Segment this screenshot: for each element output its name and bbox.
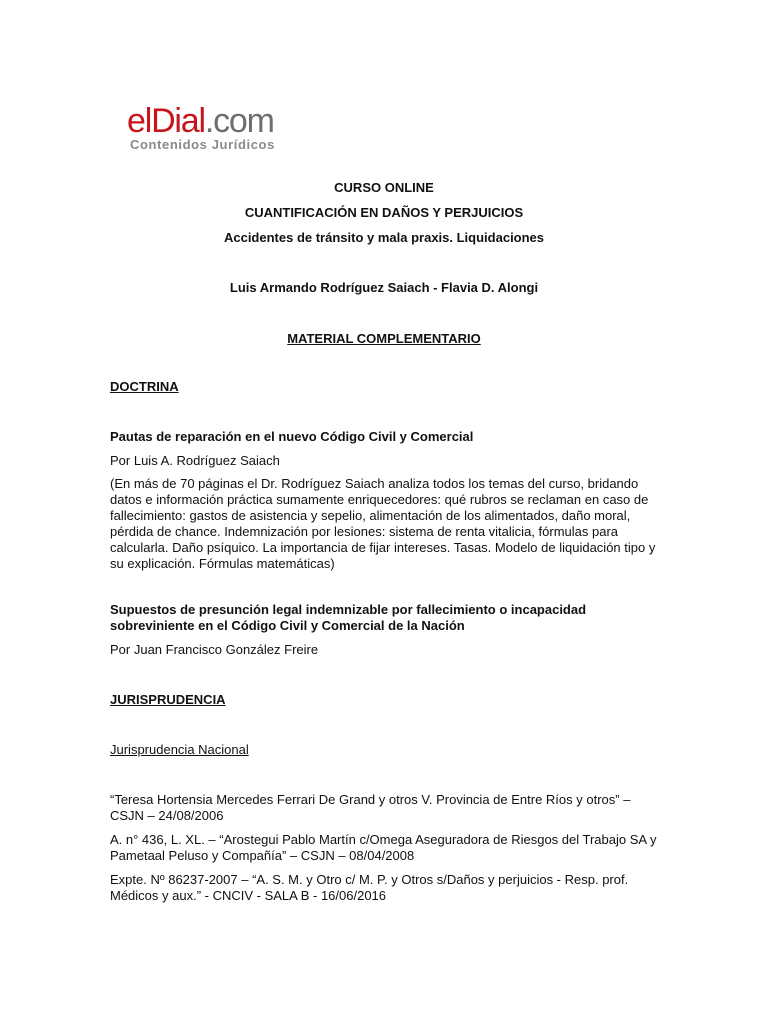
eldial-logo <box>127 103 275 152</box>
course-title: CUANTIFICACIÓN EN DAÑOS Y PERJUICIOS <box>244 205 524 220</box>
doctrina-item-2-author: Por Juan Francisco González Freire <box>110 642 319 657</box>
doctrina-heading: DOCTRINA <box>110 379 179 394</box>
logo-wordmark: elDial.com <box>127 102 274 140</box>
jurisprudencia-heading: JURISPRUDENCIA <box>110 692 226 707</box>
doctrina-item-1-title: Pautas de reparación en el nuevo Código Civil y Comercial <box>110 429 474 444</box>
doctrina-item-1-description: (En más de 70 páginas el Dr. Rodríguez Saiach analiza todos los temas del curso, bridando datos e información práctica sumamente enriquecedores: qué rubros se reclaman en caso de fallecimiento: gastos de asistencia y sepelio, alimentación de los alimentados, daño moral, pérdida de chance. Indemnización por lesiones: sistema de renta vitalicia, fórmulas para calcularla. Daño psíquico. La importancia de fijar intereses. Tasas. Modelo de liquidación tipo y su explicación. Fórmulas matemáticas) <box>110 476 656 571</box>
doctrina-item-2-title: Supuestos de presunción legal indemnizable por fallecimiento o incapacidad sobreviniente en el Código Civil y Comercial de la Nación <box>110 602 587 633</box>
case-item: A. n° 436, L. XL. – “Arostegui Pablo Martín c/Omega Aseguradora de Riesgos del Trabajo SA y Pametaal Peluso y Compañía” – CSJN – 08/04/2008 <box>110 832 657 863</box>
case-item: “Teresa Hortensia Mercedes Ferrari De Grand y otros V. Provincia de Entre Ríos y otros” – CSJN – 24/08/2006 <box>110 792 631 823</box>
material-heading: MATERIAL COMPLEMENTARIO <box>287 331 481 346</box>
logo-tagline: Contenidos Jurídicos <box>130 137 275 152</box>
case-item: Expte. Nº 86237-2007 – “A. S. M. y Otro c/ M. P. y Otros s/Daños y perjuicios - Resp. prof. Médicos y aux.” - CNCIV - SALA B - 16/06/2016 <box>110 872 629 903</box>
jurisprudencia-subheading: Jurisprudencia Nacional <box>110 742 249 757</box>
doctrina-item-1-author: Por Luis A. Rodríguez Saiach <box>110 453 280 468</box>
course-label: CURSO ONLINE <box>334 180 434 195</box>
course-subtitle: Accidentes de tránsito y mala praxis. Liquidaciones <box>223 230 545 245</box>
course-authors: Luis Armando Rodríguez Saiach - Flavia D. Alongi <box>229 280 539 295</box>
